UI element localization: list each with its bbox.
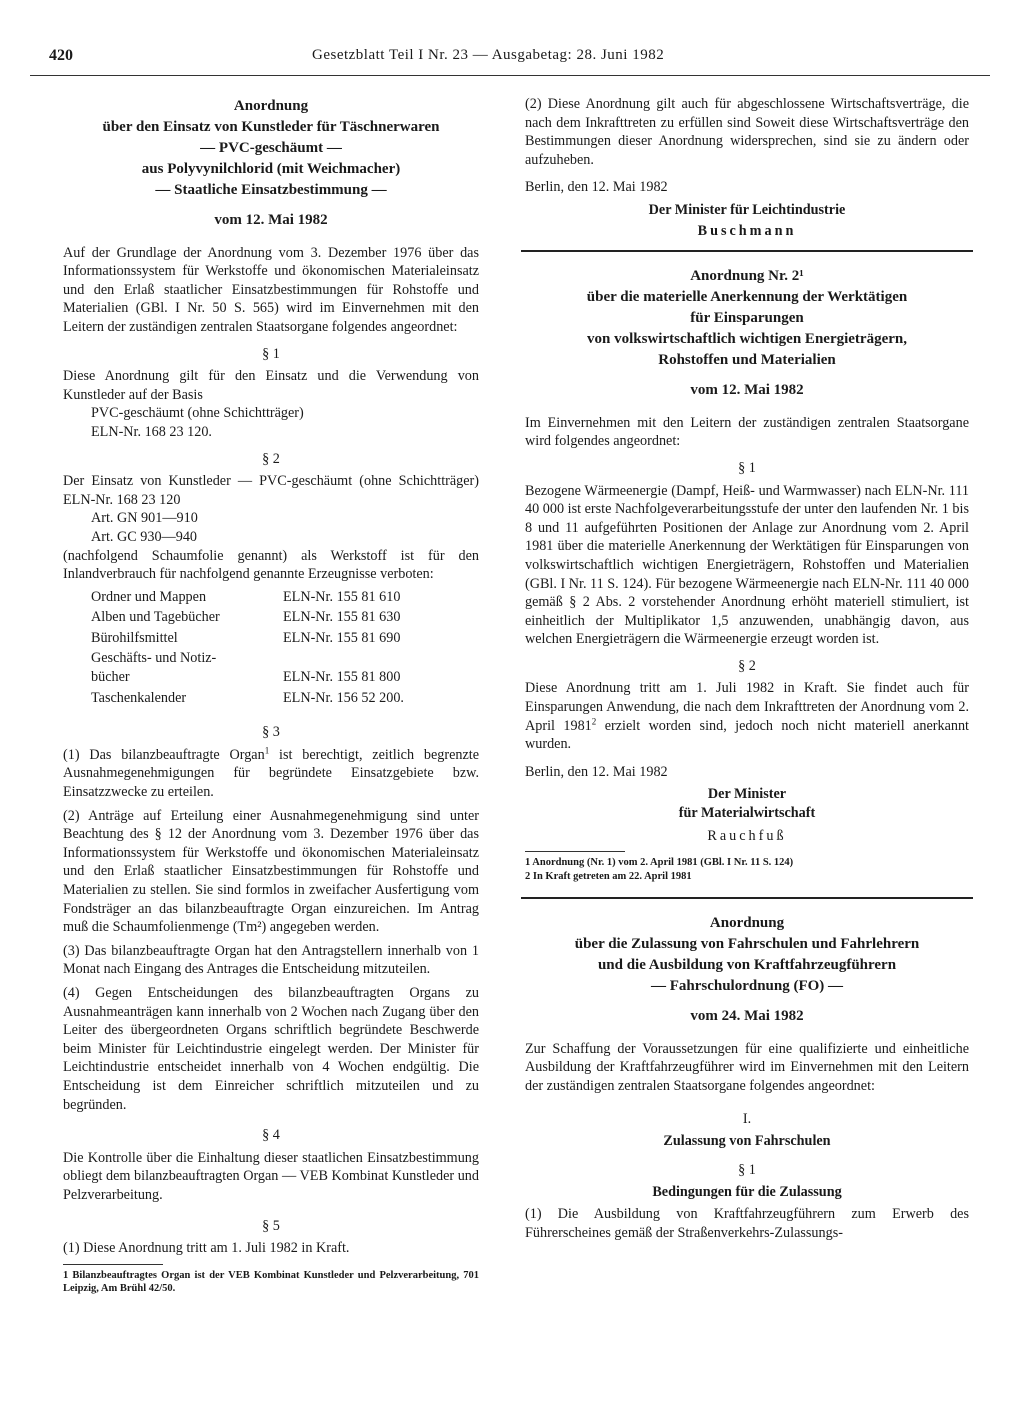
title-line: für Einsparungen (690, 310, 804, 327)
section-heading: § 2 (262, 450, 280, 467)
footnote-ref: 2 (591, 715, 597, 726)
ordinance-2-section-1-text: Bezogene Wärmeenergie (Dampf, Heiß- und Warmwasser) nach ELN-Nr. 111 40 000 ist erste Nachfolgeverarbeitungsstufe der unter den laufenden Nr. 1 bis 8 und 11 aufgeführten Positionen der Anlage zur Anordnung vom 2. April 1981 über die materielle Anerkennung der Werktätigen für Einsparungen von volkswirtschaftlich wichtigen Energieträgern, Rohstoffen und Materialien (GBl. I Nr. 11 S. 124). Für bezogene Wärmeenergie nach ELN-Nr. 111 40 000 gemäß § 2 Abs. 2 vorstehender Anordnung erhöht materiell stimuliert, ist einheitlich der Multiplikator 1,5 anzuwenden, unabhängig davon, aus welchen Energieträgern die Wärmeenergie erzeugt worden ist. (525, 482, 969, 648)
product-eln: ELN-Nr. 155 81 690 (283, 629, 401, 646)
section-heading: § 1 (262, 345, 280, 362)
ordinance-2-date: vom 12. Mai 1982 (690, 382, 804, 399)
section-heading: § 1 (738, 1161, 756, 1178)
signature-title: Der Minister für Leichtindustrie (648, 201, 846, 218)
title-line: Anordnung (233, 98, 309, 114)
product-table (91, 588, 479, 708)
section-heading: § 3 (262, 724, 280, 741)
ordinance-1-date: vom 12. Mai 1982 (214, 212, 328, 228)
title-line: über den Einsatz von Kunstleder für Täschnerwaren (102, 119, 440, 135)
section-2-text: (nachfolgend Schaumfolie genannt) als Werkstoff ist für den Inlandverbrauch für nachfolgend genannte Erzeugnisse verboten: (63, 547, 479, 583)
product-name: Geschäfts- und Notiz- bücher (91, 650, 217, 686)
section-heading: § 1 (738, 459, 756, 476)
section-rule (521, 250, 973, 252)
title-line: über die Zulassung von Fahrschulen und Fahrlehrern (574, 936, 920, 953)
part-title: Zulassung von Fahrschulen (663, 1133, 831, 1150)
section-rule (521, 897, 973, 899)
text-fragment: erzielt worden sind, jedoch noch nicht materiell anerkannt wurden. (525, 717, 969, 753)
section-5-para-2: (2) Diese Anordnung gilt auch für abgeschlossene Wirtschaftsverträge, die nach dem Inkrafttreten zu erfüllen sind Soweit diese Wirtschaftsverträge den Bestimmungen dieser Anordnung widersprechen, sind sie zu ändern oder aufzuheben. (525, 96, 969, 168)
ordinance-3-intro: Zur Schaffung der Voraussetzungen für eine qualifizierte und einheitliche Ausbildung der Kraftfahrzeugführer wird im Einvernehmen mit den Leitern der zuständigen zentralen Staatsorgane folgendes angeordnet: (525, 1040, 969, 1094)
section-3-para-3: (3) Das bilanzbeauftragte Organ hat den Antragstellern innerhalb von 1 Monat nach Eingang des Antrages die Entscheidung mitzuteilen. (63, 942, 479, 978)
product-eln: ELN-Nr. 155 81 800 (283, 669, 401, 686)
signature-name: Buschmann (697, 222, 797, 239)
section-5-text: (1) Diese Anordnung tritt am 1. Juli 1982 in Kraft. (63, 1240, 350, 1257)
signature-title: für Materialwirtschaft (678, 805, 816, 822)
title-line: Anordnung Nr. 2¹ (690, 268, 804, 285)
product-eln: ELN-Nr. 156 52 200. (283, 689, 404, 706)
ordinance-2-title (525, 266, 969, 371)
title-line: aus Polyvynilchlorid (mit Weichmacher) (141, 161, 401, 177)
gazette-header-title: Gesetzblatt Teil I Nr. 23 — Ausgabetag: 28. Juni 1982 (312, 47, 665, 63)
title-line: und die Ausbildung von Kraftfahrzeugführern (597, 957, 897, 974)
place-date: Berlin, den 12. Mai 1982 (525, 179, 668, 196)
signature-title: Der Minister (707, 786, 787, 803)
left-column (63, 96, 479, 1296)
ordinance-3-section-1-text: (1) Die Ausbildung von Kraftfahrzeugführern zum Erwerb des Führerscheines gemäß der Straßenverkehrs-Zulassungs- (525, 1205, 969, 1241)
ordinance-1-intro: Auf der Grundlage der Anordnung vom 3. Dezember 1976 über das Informationssystem für Werkstoffe und ökonomischen Materialeinsatz und den Erlaß staatlicher Einsatzbestimmungen für Rohstoffe und Materialien (GBl. I Nr. 50 S. 565) wird im Einvernehmen mit den Leitern der zuständigen zentralen Staatsorgane folgendes angeordnet: (63, 244, 479, 335)
part-number: I. (742, 1110, 752, 1127)
section-3-para-1 (63, 746, 479, 802)
section-2-article: Art. GC 930—940 (91, 528, 198, 545)
title-line: von volkswirtschaftlich wichtigen Energieträgern, (587, 331, 907, 348)
product-name: Bürohilfsmittel (91, 629, 178, 646)
signature-name: Rauchfuß (707, 827, 787, 844)
section-1-item: ELN-Nr. 168 23 120. (91, 423, 212, 440)
text-fragment: (1) Das bilanzbeauftragte Organ (63, 746, 265, 763)
product-eln: ELN-Nr. 155 81 610 (283, 588, 401, 605)
section-title: Bedingungen für die Zulassung (652, 1184, 842, 1201)
section-1-item: PVC-geschäumt (ohne Schichtträger) (91, 405, 304, 422)
header-rule (30, 75, 990, 76)
title-line: — PVC-geschäumt — (200, 140, 342, 156)
footnote: 2 In Kraft getreten am 22. April 1981 (525, 870, 692, 882)
section-3-para-2: (2) Anträge auf Erteilung einer Ausnahmegenehmigung sind unter Beachtung des § 12 der Anordnung vom 3. Dezember 1976 über das Informationssystem für Werkstoffe und ökonomischen Materialeinsatz und den Erlaß staatlicher Einsatzbestimmungen für Rohstoffe und Materialien zu stellen. Sie sind formlos in zweifacher Ausfertigung vom Fondsträger an das bilanzbeauftragte Organ einzureichen. Im Antrag muß die Schaumfolienmenge (Tm²) angegeben werden. (63, 807, 479, 936)
footnote-rule (525, 851, 625, 852)
section-1-text: Diese Anordnung gilt für den Einsatz und die Verwendung von Kunstleder auf der Basis (63, 368, 479, 403)
right-column (525, 95, 969, 1242)
section-heading: § 4 (262, 1127, 280, 1144)
ordinance-2-intro: Im Einvernehmen mit den Leitern der zuständigen zentralen Staatsorgane wird folgendes angeordnet: (525, 414, 969, 450)
text-fragment: ist berechtigt, zeitlich begrenzte Ausnahmegenehmigungen für begründete Einsatzgebiete bzw. Einsatzzwecke zu erteilen. (63, 746, 479, 801)
section-2-text: Der Einsatz von Kunstleder — PVC-geschäumt (ohne Schichtträger) ELN-Nr. 168 23 120 (63, 473, 479, 508)
footnote-rule (63, 1264, 163, 1265)
product-eln: ELN-Nr. 155 81 630 (283, 609, 401, 626)
place-date: Berlin, den 12. Mai 1982 (525, 763, 668, 780)
title-line: Rohstoffen und Materialien (658, 352, 836, 369)
title-line: — Staatliche Einsatzbestimmung — (155, 182, 387, 198)
product-name: Taschenkalender (91, 689, 187, 706)
ordinance-2-section-2-text (525, 679, 969, 753)
title-line: über die materielle Anerkennung der Werktätigen (586, 289, 908, 306)
ordinance-3-date: vom 24. Mai 1982 (690, 1008, 804, 1025)
title-line: Anordnung (709, 915, 785, 932)
section-2-article: Art. GN 901—910 (91, 510, 198, 527)
footnote: 1 Bilanzbeauftragtes Organ ist der VEB Kombinat Kunstleder und Pelzverarbeitung, 701 Leipzig, Am Brühl 42/50. (63, 1269, 479, 1295)
section-3-para-4: (4) Gegen Entscheidungen des bilanzbeauftragten Organs zu Ausnahmeanträgen kann innerhalb von 2 Wochen nach Zugang über den Leiter des übergeordneten Organs schriftlich begründete Beschwerde beim Minister für Leichtindustrie eingelegt werden. Der Minister für Leichtindustrie entscheidet innerhalb von 4 Wochen endgültig. Die Entscheidung ist dem Einreicher schriftlich mitzuteilen und zu begründen. (63, 984, 479, 1113)
text-fragment: Diese Anordnung tritt am 1. Juli 1982 in Kraft. Sie findet auch für Einsparungen Anwendung, die nach dem Inkrafttreten der Anordnung vom 2. April 1981 (525, 680, 969, 734)
footnote: 1 Anordnung (Nr. 1) vom 2. April 1981 (GBl. I Nr. 11 S. 124) (525, 857, 794, 869)
product-name: Ordner und Mappen (91, 588, 207, 605)
title-line: — Fahrschulordnung (FO) — (650, 978, 844, 995)
section-heading: § 2 (738, 657, 756, 674)
page-number: 420 (49, 47, 73, 64)
product-name: Alben und Tagebücher (91, 609, 220, 626)
ordinance-3-title (525, 913, 969, 997)
section-heading: § 5 (262, 1217, 280, 1234)
section-4-text: Die Kontrolle über die Einhaltung dieser staatlichen Einsatzbestimmung obliegt dem bilanzbeauftragten Organ — VEB Kombinat Kunstleder und Pelzverarbeitung. (63, 1149, 479, 1203)
ordinance-1-title (63, 96, 479, 201)
footnote-ref: 1 (264, 745, 270, 756)
